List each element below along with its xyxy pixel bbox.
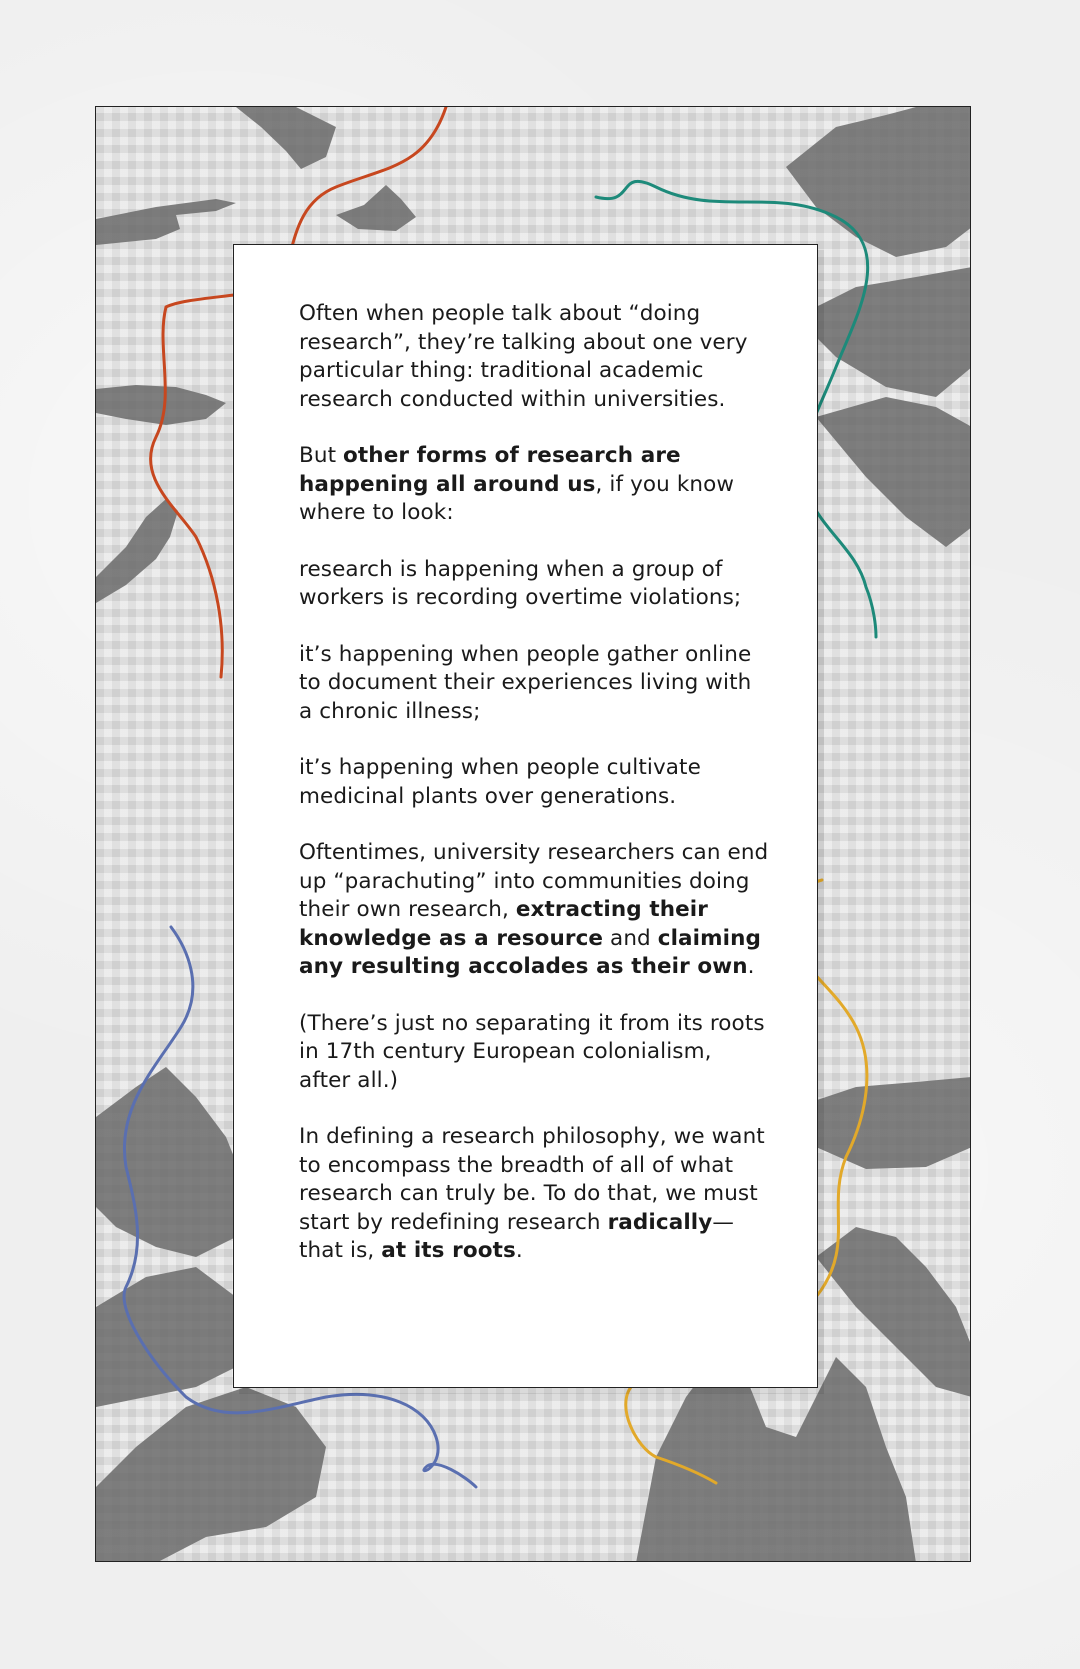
paragraph-3: [299, 556, 769, 613]
paragraph-2: [299, 442, 769, 528]
bold-segment: at its roots: [381, 1238, 516, 1263]
text-segment: .: [515, 1238, 523, 1263]
text-segment: (There’s just no separating it from its roots in 17th century European colonialism, after all.): [299, 1010, 765, 1093]
text-segment: But: [299, 443, 344, 468]
paragraph-1: [299, 300, 769, 414]
bold-segment: other forms of research are happening all around us: [299, 443, 681, 497]
text-segment: — that is,: [299, 1209, 734, 1263]
text-segment: In defining a research philosophy, we want to encompass the breadth of all of what research can truly be. To do that, we must start by redefining research: [299, 1124, 765, 1235]
text-segment: it’s happening when people cultivate medicinal plants over generations.: [299, 755, 701, 809]
handshake-icon: [796, 1077, 971, 1169]
paragraph-8: [299, 1123, 769, 1266]
text-segment: Often when people talk about “doing research”, they’re talking about one very particular thing: traditional academic research conducted within universities.: [299, 301, 748, 412]
bold-segment: claiming any resulting accolades as their own: [299, 925, 761, 979]
text-segment: research is happening when a group of workers is recording overtime violations;: [299, 556, 742, 610]
reaching-hands-icon: [96, 499, 178, 603]
article-body: [299, 300, 769, 1294]
text-segment: , if you know where to look:: [299, 471, 735, 525]
pointing-hand-icon: [96, 199, 236, 245]
text-segment: and: [603, 925, 658, 951]
text-segment: Oftentimes, university researchers can end up “parachuting” into communities doing their own research,: [299, 840, 769, 922]
text-segment: it’s happening when people gather online to document their experiences living with a chronic illness;: [299, 641, 752, 724]
paragraph-6: [299, 839, 769, 982]
text-segment: .: [747, 954, 755, 979]
paragraph-4: [299, 641, 769, 727]
bold-segment: radically: [607, 1209, 713, 1235]
bold-segment: extracting their knowledge as a resource: [299, 897, 708, 951]
paragraph-7: [299, 1010, 769, 1096]
paragraph-5: [299, 754, 769, 811]
